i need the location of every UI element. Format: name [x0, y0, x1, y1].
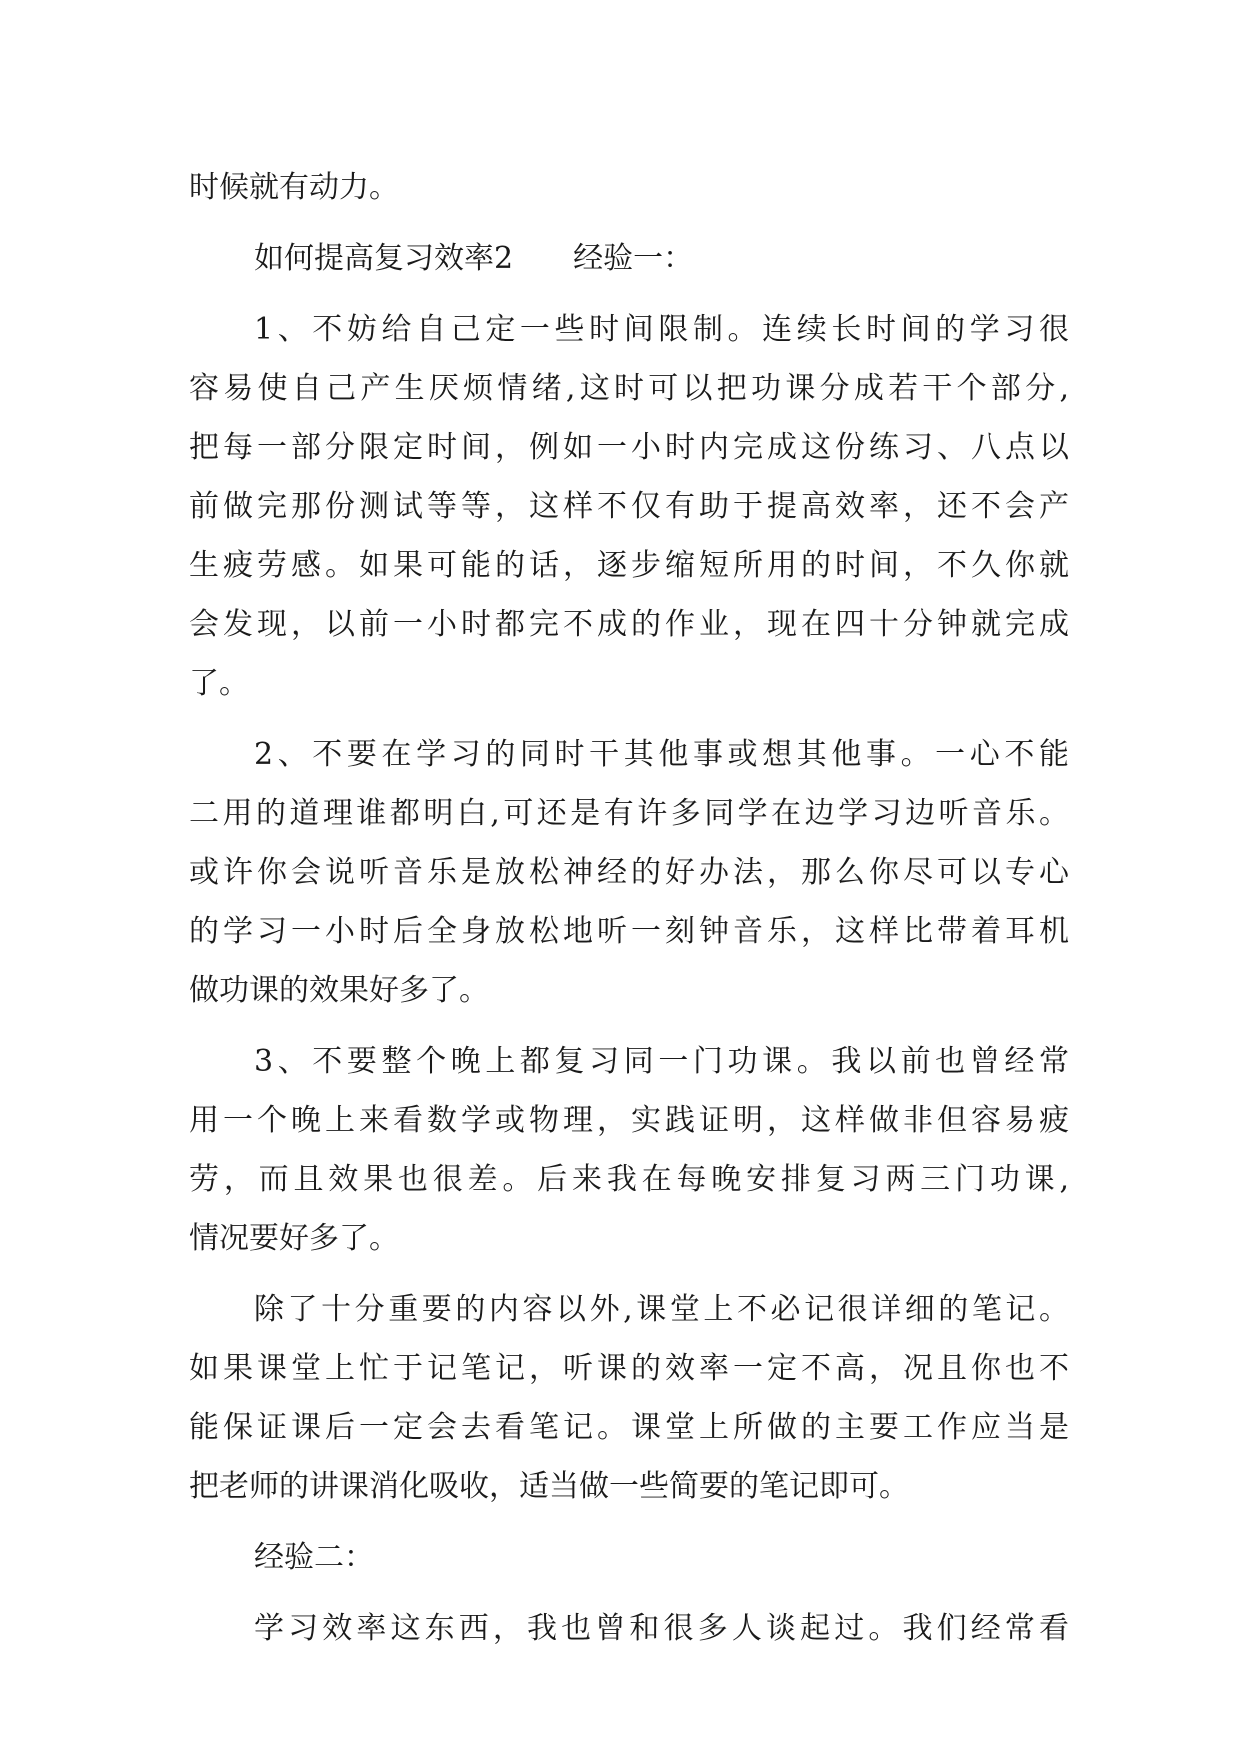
paragraph: [189, 158, 1069, 217]
paragraph: [189, 1599, 1069, 1658]
text-line: 了。: [189, 666, 249, 701]
text-line: 情况要好多了。: [189, 1221, 399, 1256]
text-line: 用一个晚上来看数学或物理，实践证明，这样做非但容易疲: [189, 1103, 1069, 1138]
text-line: 会发现，以前一小时都完不成的作业，现在四十分钟就完成: [189, 607, 1069, 642]
section-heading: [189, 229, 1069, 288]
text-line: 把每一部分限定时间，例如一小时内完成这份练习、八点以: [189, 430, 1069, 465]
text-line: 的学习一小时后全身放松地听一刻钟音乐，这样比带着耳机: [189, 914, 1069, 949]
text-line: 能保证课后一定会去看笔记。课堂上所做的主要工作应当是: [189, 1410, 1069, 1445]
text-line: 做功课的效果好多了。: [189, 973, 489, 1008]
text-line: 经验二：: [254, 1540, 374, 1575]
document-body: [189, 158, 1069, 1658]
text-line: 学习效率这东西，我也曾和很多人谈起过。我们经常看: [254, 1611, 1069, 1646]
text-line: 前做完那份测试等等，这样不仅有助于提高效率，还不会产: [189, 489, 1069, 524]
text-line: 二用的道理谁都明白,可还是有许多同学在边学习边听音乐。: [189, 796, 1069, 831]
paragraph: [189, 300, 1069, 713]
section-heading: [189, 1528, 1069, 1587]
text-line: 除了十分重要的内容以外,课堂上不必记很详细的笔记。: [254, 1292, 1069, 1327]
paragraph: [189, 1032, 1069, 1268]
text-line: 1、不妨给自己定一些时间限制。连续长时间的学习很: [254, 312, 1069, 347]
paragraph: [189, 725, 1069, 1020]
text-line: 3、不要整个晚上都复习同一门功课。我以前也曾经常: [254, 1044, 1069, 1079]
text-line: 劳，而且效果也很差。后来我在每晚安排复习两三门功课,: [189, 1162, 1069, 1197]
text-line: 或许你会说听音乐是放松神经的好办法，那么你尽可以专心: [189, 855, 1069, 890]
text-line: 如果课堂上忙于记笔记，听课的效率一定不高，况且你也不: [189, 1351, 1069, 1386]
text-line: 把老师的讲课消化吸收，适当做一些简要的笔记即可。: [189, 1469, 909, 1504]
text-line: 生疲劳感。如果可能的话，逐步缩短所用的时间，不久你就: [189, 548, 1069, 583]
text-line: 时候就有动力。: [189, 170, 399, 205]
text-line: 如何提高复习效率2 经验一：: [254, 241, 694, 276]
paragraph: [189, 1280, 1069, 1516]
text-line: 容易使自己产生厌烦情绪,这时可以把功课分成若干个部分,: [189, 371, 1069, 406]
text-line: 2、不要在学习的同时干其他事或想其他事。一心不能: [254, 737, 1069, 772]
